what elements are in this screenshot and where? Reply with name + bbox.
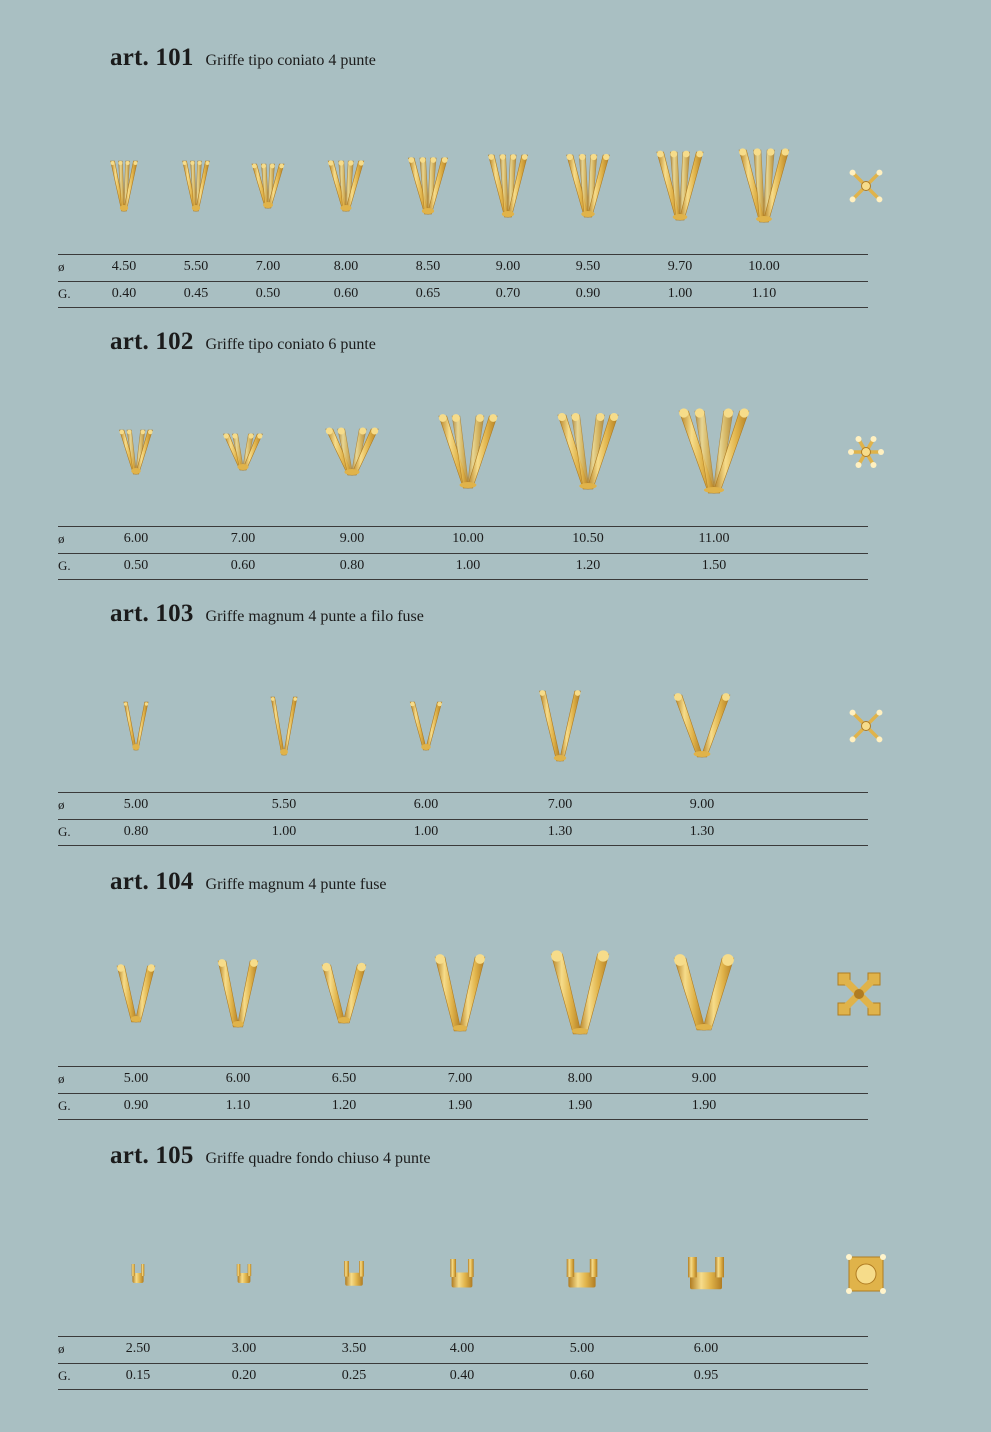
weight-value: 1.00 bbox=[455, 558, 481, 573]
weight-value: 1.00 bbox=[667, 286, 693, 301]
diameter-value: 6.00 bbox=[123, 531, 149, 546]
diameter-value: 2.50 bbox=[125, 1341, 151, 1356]
prong-setting-icon bbox=[686, 1257, 726, 1291]
table-rule bbox=[58, 1119, 868, 1120]
diameter-value: 4.50 bbox=[111, 259, 137, 274]
article-description: Griffe quadre fondo chiuso 4 punte bbox=[205, 1150, 431, 1167]
diameter-row-label: ø bbox=[58, 259, 65, 274]
weight-row-label: G. bbox=[58, 824, 71, 839]
diameter-value: 9.50 bbox=[575, 259, 601, 274]
prong-setting-image bbox=[438, 416, 498, 488]
weight-row-label: G. bbox=[58, 1368, 71, 1383]
diameter-value: 10.50 bbox=[572, 531, 604, 546]
weight-value: 0.40 bbox=[111, 286, 137, 301]
prong-setting-icon bbox=[117, 966, 155, 1022]
table-rule bbox=[58, 1066, 868, 1067]
product-images bbox=[0, 676, 991, 796]
table-rule bbox=[58, 792, 868, 793]
section-title bbox=[110, 44, 376, 72]
diameter-value: 5.00 bbox=[123, 797, 149, 812]
weight-value: 0.20 bbox=[231, 1368, 257, 1383]
table-rule bbox=[58, 281, 868, 282]
prong-setting-image bbox=[270, 697, 298, 755]
prong-setting-image bbox=[236, 1264, 252, 1284]
diameter-value: 9.00 bbox=[339, 531, 365, 546]
table-rule bbox=[58, 553, 868, 554]
weight-row-label: G. bbox=[58, 558, 71, 573]
prong-setting-image bbox=[557, 415, 619, 489]
table-rule bbox=[58, 254, 868, 255]
prong-setting-icon bbox=[654, 152, 706, 220]
weight-value: 0.80 bbox=[339, 558, 365, 573]
weight-value: 1.90 bbox=[691, 1098, 717, 1113]
product-images bbox=[0, 136, 991, 256]
table-rule bbox=[58, 1389, 868, 1390]
product-images bbox=[0, 402, 991, 522]
weight-value: 1.30 bbox=[689, 824, 715, 839]
prong-setting-icon bbox=[236, 1264, 252, 1284]
diameter-value: 5.50 bbox=[183, 259, 209, 274]
prong-setting-image bbox=[325, 429, 379, 475]
prong-setting-icon bbox=[218, 961, 258, 1027]
prong-setting-icon bbox=[678, 411, 750, 493]
prong-setting-image bbox=[435, 957, 485, 1031]
diameter-value: 10.00 bbox=[452, 531, 484, 546]
weight-row-label: G. bbox=[58, 1098, 71, 1113]
table-rule bbox=[58, 845, 868, 846]
diameter-value: 8.50 bbox=[415, 259, 441, 274]
diameter-value: 8.00 bbox=[333, 259, 359, 274]
prong-setting-image bbox=[123, 702, 149, 750]
prong-setting-icon bbox=[538, 691, 582, 761]
prong-setting-icon bbox=[565, 1259, 599, 1289]
weight-value: 0.80 bbox=[123, 824, 149, 839]
diameter-value: 3.50 bbox=[341, 1341, 367, 1356]
four-prong-top-view-icon bbox=[843, 163, 889, 209]
diameter-value: 9.70 bbox=[667, 259, 693, 274]
diameter-value: 7.00 bbox=[230, 531, 256, 546]
weight-value: 0.40 bbox=[449, 1368, 475, 1383]
diameter-value: 5.00 bbox=[123, 1071, 149, 1086]
weight-value: 1.30 bbox=[547, 824, 573, 839]
weight-value: 1.00 bbox=[413, 824, 439, 839]
weight-value: 0.50 bbox=[123, 558, 149, 573]
diameter-value: 7.00 bbox=[547, 797, 573, 812]
prong-setting-image bbox=[686, 1257, 726, 1291]
prong-setting-image bbox=[678, 411, 750, 493]
weight-value: 1.10 bbox=[225, 1098, 251, 1113]
prong-setting-icon bbox=[564, 155, 612, 217]
prong-setting-image bbox=[117, 966, 155, 1022]
six-prong-top-view-icon bbox=[843, 429, 889, 475]
prong-setting-image bbox=[551, 954, 609, 1034]
prong-setting-icon bbox=[672, 695, 732, 757]
weight-value: 1.50 bbox=[701, 558, 727, 573]
weight-value: 0.65 bbox=[415, 286, 441, 301]
prong-setting-image bbox=[322, 965, 366, 1023]
weight-value: 1.90 bbox=[447, 1098, 473, 1113]
prong-setting-image bbox=[736, 150, 792, 222]
diameter-value: 10.00 bbox=[748, 259, 780, 274]
diameter-value: 7.00 bbox=[255, 259, 281, 274]
diameter-value: 6.00 bbox=[693, 1341, 719, 1356]
diameter-value: 8.00 bbox=[567, 1071, 593, 1086]
diameter-value: 9.00 bbox=[691, 1071, 717, 1086]
section-title bbox=[110, 1142, 431, 1170]
prong-setting-image bbox=[250, 164, 286, 208]
diameter-row-label: ø bbox=[58, 797, 65, 812]
diameter-value: 3.00 bbox=[231, 1341, 257, 1356]
diameter-value: 11.00 bbox=[698, 531, 730, 546]
prong-setting-image bbox=[181, 161, 211, 211]
prong-setting-icon bbox=[343, 1261, 365, 1287]
diameter-value: 6.50 bbox=[331, 1071, 357, 1086]
spec-table bbox=[58, 792, 868, 846]
article-number: art. 101 bbox=[110, 44, 194, 71]
four-prong-top-view-icon bbox=[843, 703, 889, 749]
prong-setting-icon bbox=[325, 429, 379, 475]
prong-setting-icon bbox=[435, 957, 485, 1031]
section-title bbox=[110, 328, 376, 356]
diameter-row-label: ø bbox=[58, 1341, 65, 1356]
prong-setting-image bbox=[449, 1259, 475, 1289]
diameter-value: 6.00 bbox=[225, 1071, 251, 1086]
prong-setting-icon bbox=[250, 164, 286, 208]
weight-value: 0.60 bbox=[569, 1368, 595, 1383]
prong-setting-icon bbox=[736, 150, 792, 222]
weight-value: 0.45 bbox=[183, 286, 209, 301]
article-number: art. 103 bbox=[110, 600, 194, 627]
article-description: Griffe magnum 4 punte a filo fuse bbox=[205, 608, 424, 625]
prong-setting-icon bbox=[406, 158, 450, 214]
prong-setting-image bbox=[218, 961, 258, 1027]
weight-value: 1.00 bbox=[271, 824, 297, 839]
weight-value: 0.15 bbox=[125, 1368, 151, 1383]
prong-setting-icon bbox=[438, 416, 498, 488]
article-number: art. 102 bbox=[110, 328, 194, 355]
diameter-row-label: ø bbox=[58, 1071, 65, 1086]
diameter-value: 7.00 bbox=[447, 1071, 473, 1086]
spec-table bbox=[58, 1336, 868, 1390]
diameter-value: 5.50 bbox=[271, 797, 297, 812]
prong-setting-image bbox=[486, 155, 530, 217]
prong-setting-image bbox=[131, 1264, 145, 1284]
prong-setting-image bbox=[109, 161, 139, 211]
prong-setting-icon bbox=[119, 430, 153, 474]
article-number: art. 105 bbox=[110, 1142, 194, 1169]
weight-value: 0.50 bbox=[255, 286, 281, 301]
prong-setting-image bbox=[326, 161, 366, 211]
prong-setting-image bbox=[343, 1261, 365, 1287]
table-rule bbox=[58, 1363, 868, 1364]
weight-value: 0.25 bbox=[341, 1368, 367, 1383]
diameter-value: 9.00 bbox=[495, 259, 521, 274]
prong-setting-image bbox=[674, 958, 734, 1030]
weight-value: 0.60 bbox=[333, 286, 359, 301]
article-number: art. 104 bbox=[110, 868, 194, 895]
prong-setting-image bbox=[406, 158, 450, 214]
table-rule bbox=[58, 579, 868, 580]
article-description: Griffe tipo coniato 4 punte bbox=[205, 52, 376, 69]
prong-setting-image bbox=[538, 691, 582, 761]
prong-setting-icon bbox=[131, 1264, 145, 1284]
weight-value: 1.20 bbox=[331, 1098, 357, 1113]
prong-setting-icon bbox=[449, 1259, 475, 1289]
weight-value: 0.95 bbox=[693, 1368, 719, 1383]
square-setting-top-view-icon bbox=[843, 1251, 889, 1297]
cast-prong-top-view-icon bbox=[836, 971, 882, 1017]
weight-value: 0.90 bbox=[575, 286, 601, 301]
prong-setting-image bbox=[654, 152, 706, 220]
prong-setting-icon bbox=[123, 702, 149, 750]
weight-value: 0.90 bbox=[123, 1098, 149, 1113]
prong-setting-icon bbox=[326, 161, 366, 211]
product-images bbox=[0, 1224, 991, 1344]
weight-value: 1.90 bbox=[567, 1098, 593, 1113]
weight-value: 0.60 bbox=[230, 558, 256, 573]
prong-setting-image bbox=[119, 430, 153, 474]
article-description: Griffe magnum 4 punte fuse bbox=[205, 876, 387, 893]
diameter-value: 5.00 bbox=[569, 1341, 595, 1356]
prong-setting-image bbox=[565, 1259, 599, 1289]
diameter-row-label: ø bbox=[58, 531, 65, 546]
prong-setting-icon bbox=[223, 434, 263, 470]
weight-value: 1.20 bbox=[575, 558, 601, 573]
section-title bbox=[110, 600, 424, 628]
prong-setting-icon bbox=[270, 697, 298, 755]
prong-setting-icon bbox=[486, 155, 530, 217]
prong-setting-image bbox=[223, 434, 263, 470]
table-rule bbox=[58, 819, 868, 820]
prong-setting-image bbox=[409, 702, 443, 750]
table-rule bbox=[58, 1093, 868, 1094]
prong-setting-icon bbox=[322, 965, 366, 1023]
diameter-value: 4.00 bbox=[449, 1341, 475, 1356]
prong-setting-image bbox=[672, 695, 732, 757]
prong-setting-icon bbox=[409, 702, 443, 750]
prong-setting-icon bbox=[674, 958, 734, 1030]
weight-value: 1.10 bbox=[751, 286, 777, 301]
table-rule bbox=[58, 307, 868, 308]
prong-setting-icon bbox=[109, 161, 139, 211]
spec-table bbox=[58, 526, 868, 580]
prong-setting-icon bbox=[181, 161, 211, 211]
spec-table bbox=[58, 254, 868, 308]
section-title bbox=[110, 868, 387, 896]
weight-value: 0.70 bbox=[495, 286, 521, 301]
article-description: Griffe tipo coniato 6 punte bbox=[205, 336, 376, 353]
prong-setting-image bbox=[564, 155, 612, 217]
weight-row-label: G. bbox=[58, 286, 71, 301]
spec-table bbox=[58, 1066, 868, 1120]
diameter-value: 6.00 bbox=[413, 797, 439, 812]
diameter-value: 9.00 bbox=[689, 797, 715, 812]
table-rule bbox=[58, 1336, 868, 1337]
product-images bbox=[0, 944, 991, 1064]
prong-setting-icon bbox=[557, 415, 619, 489]
table-rule bbox=[58, 526, 868, 527]
prong-setting-icon bbox=[551, 954, 609, 1034]
